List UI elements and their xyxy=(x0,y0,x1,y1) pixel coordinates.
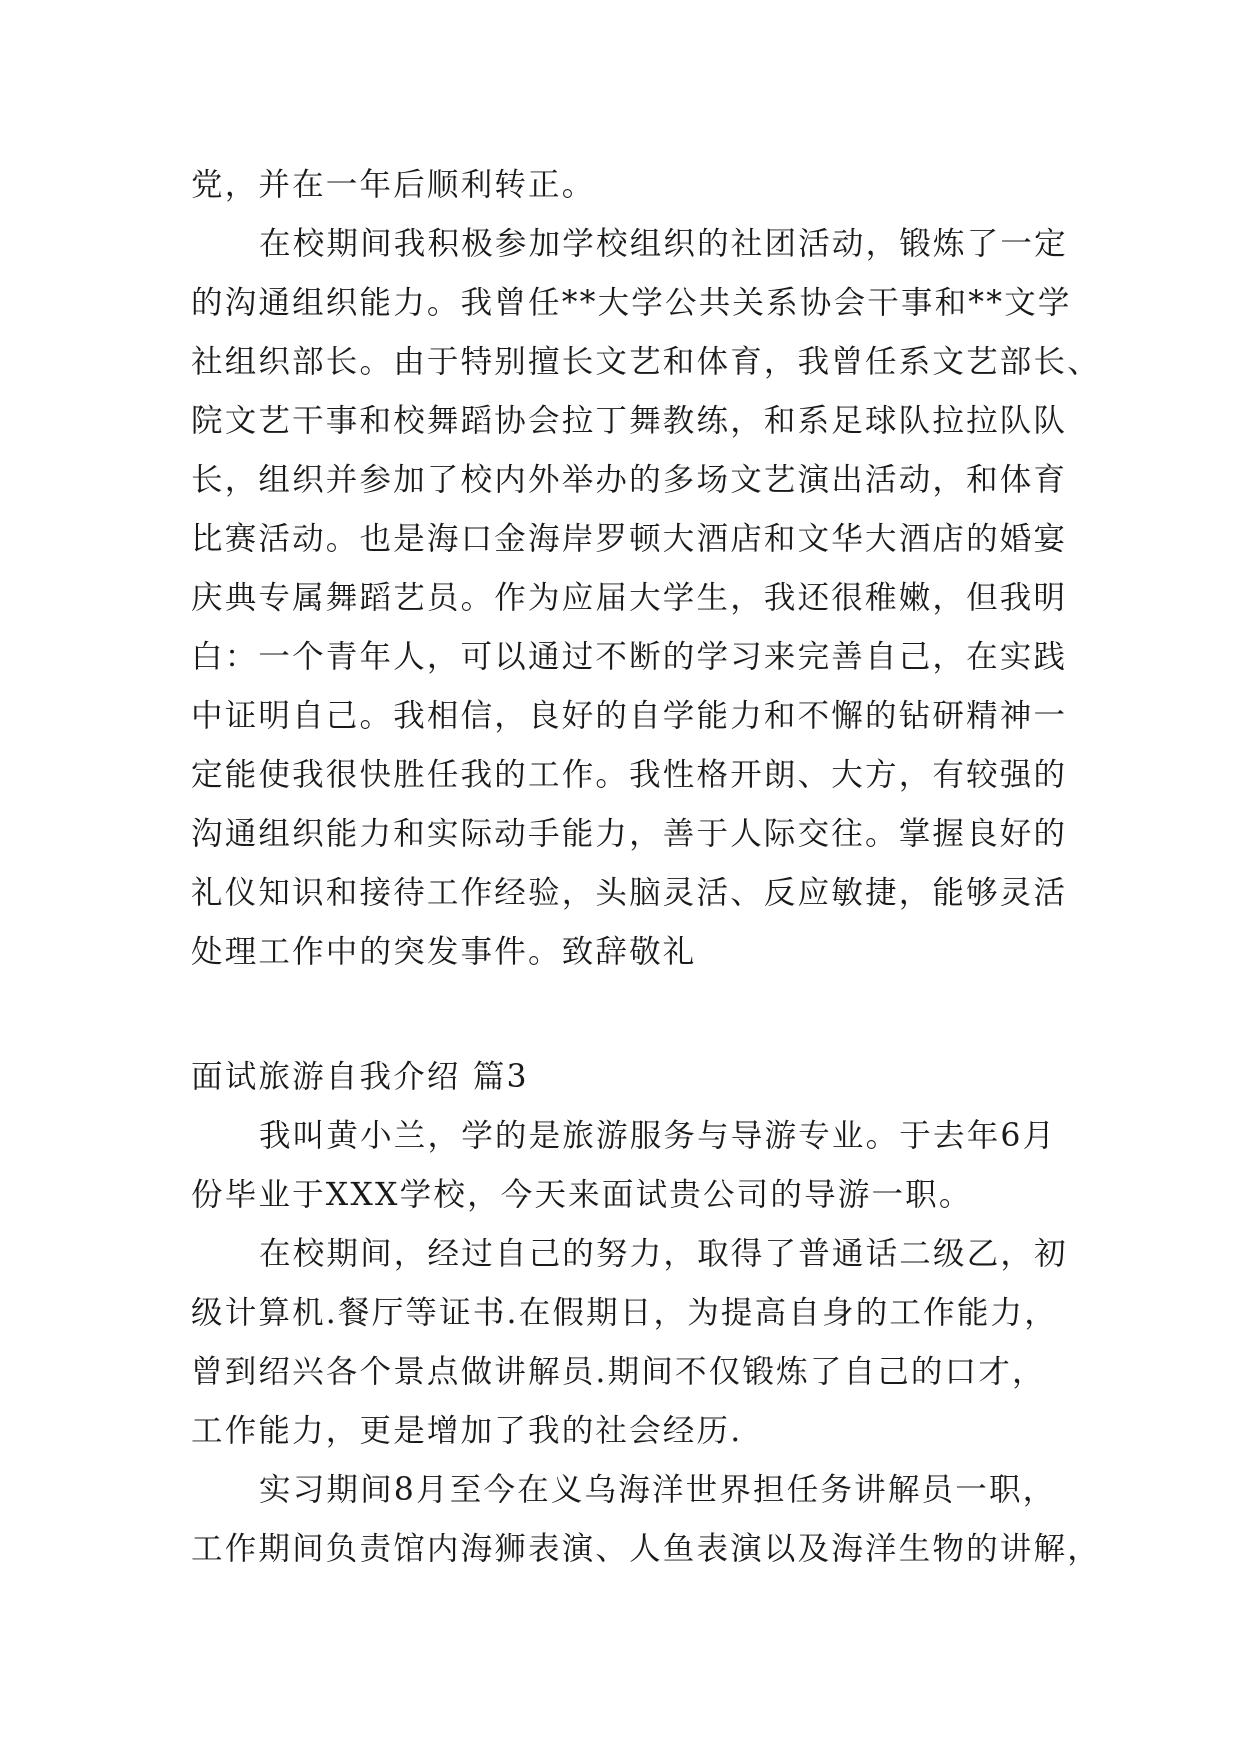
text-line: 礼仪知识和接待工作经验，头脑灵活、反应敏捷，能够灵活 xyxy=(191,875,1068,911)
text-line: 院文艺干事和校舞蹈协会拉丁舞教练，和系足球队拉拉队队 xyxy=(191,403,1068,439)
text-line: 庆典专属舞蹈艺员。作为应届大学生，我还很稚嫩，但我明 xyxy=(191,580,1068,616)
text-line: 工作能力，更是增加了我的社会经历. xyxy=(191,1413,743,1449)
text-line: 白：一个青年人，可以通过不断的学习来完善自己，在实践 xyxy=(191,639,1068,675)
paragraph-internship xyxy=(191,1461,1101,1579)
paragraph-certificates xyxy=(191,1225,1068,1461)
text-line: 工作期间负责馆内海狮表演、人鱼表演以及海洋生物的讲解， xyxy=(191,1531,1101,1567)
text-line: 在校期间我积极参加学校组织的社团活动，锻炼了一定 xyxy=(259,226,1068,262)
text-line: 中证明自己。我相信，良好的自学能力和不懈的钻研精神一 xyxy=(191,698,1068,734)
paragraph-continuation xyxy=(191,156,1051,215)
text-line: 实习期间8月至今在义乌海洋世界担任务讲解员一职， xyxy=(259,1472,1057,1508)
paragraph-campus-activities xyxy=(191,215,1101,982)
paragraph-introduction xyxy=(191,1107,1057,1225)
section-heading xyxy=(191,1048,1051,1107)
text-line: 处理工作中的突发事件。致辞敬礼 xyxy=(191,934,697,970)
text-line: 份毕业于XXX学校，今天来面试贵公司的导游一职。 xyxy=(191,1177,973,1213)
text-line: 级计算机.餐厅等证书.在假期日，为提高自身的工作能力， xyxy=(191,1295,1058,1331)
text-line: 沟通组织能力和实际动手能力，善于人际交往。掌握良好的 xyxy=(191,816,1068,852)
text-line: 在校期间，经过自己的努力，取得了普通话二级乙，初 xyxy=(259,1236,1068,1272)
text-line: 的沟通组织能力。我曾任**大学公共关系协会干事和**文学 xyxy=(191,285,1072,321)
text-line: 曾到绍兴各个景点做讲解员.期间不仅锻炼了自己的口才， xyxy=(191,1354,1046,1390)
text-line: 定能使我很快胜任我的工作。我性格开朗、大方，有较强的 xyxy=(191,757,1068,793)
text-line: 社组织部长。由于特别擅长文艺和体育，我曾任系文艺部长、 xyxy=(191,344,1101,380)
text-line: 党，并在一年后顺利转正。 xyxy=(191,167,596,203)
text-line: 我叫黄小兰，学的是旅游服务与导游专业。于去年6月 xyxy=(259,1118,1057,1154)
heading-text: 面试旅游自我介绍 篇3 xyxy=(191,1059,529,1095)
text-line: 比赛活动。也是海口金海岸罗顿大酒店和文华大酒店的婚宴 xyxy=(191,521,1068,557)
text-line: 长，组织并参加了校内外举办的多场文艺演出活动，和体育 xyxy=(191,462,1068,498)
document-body xyxy=(191,156,1101,1579)
